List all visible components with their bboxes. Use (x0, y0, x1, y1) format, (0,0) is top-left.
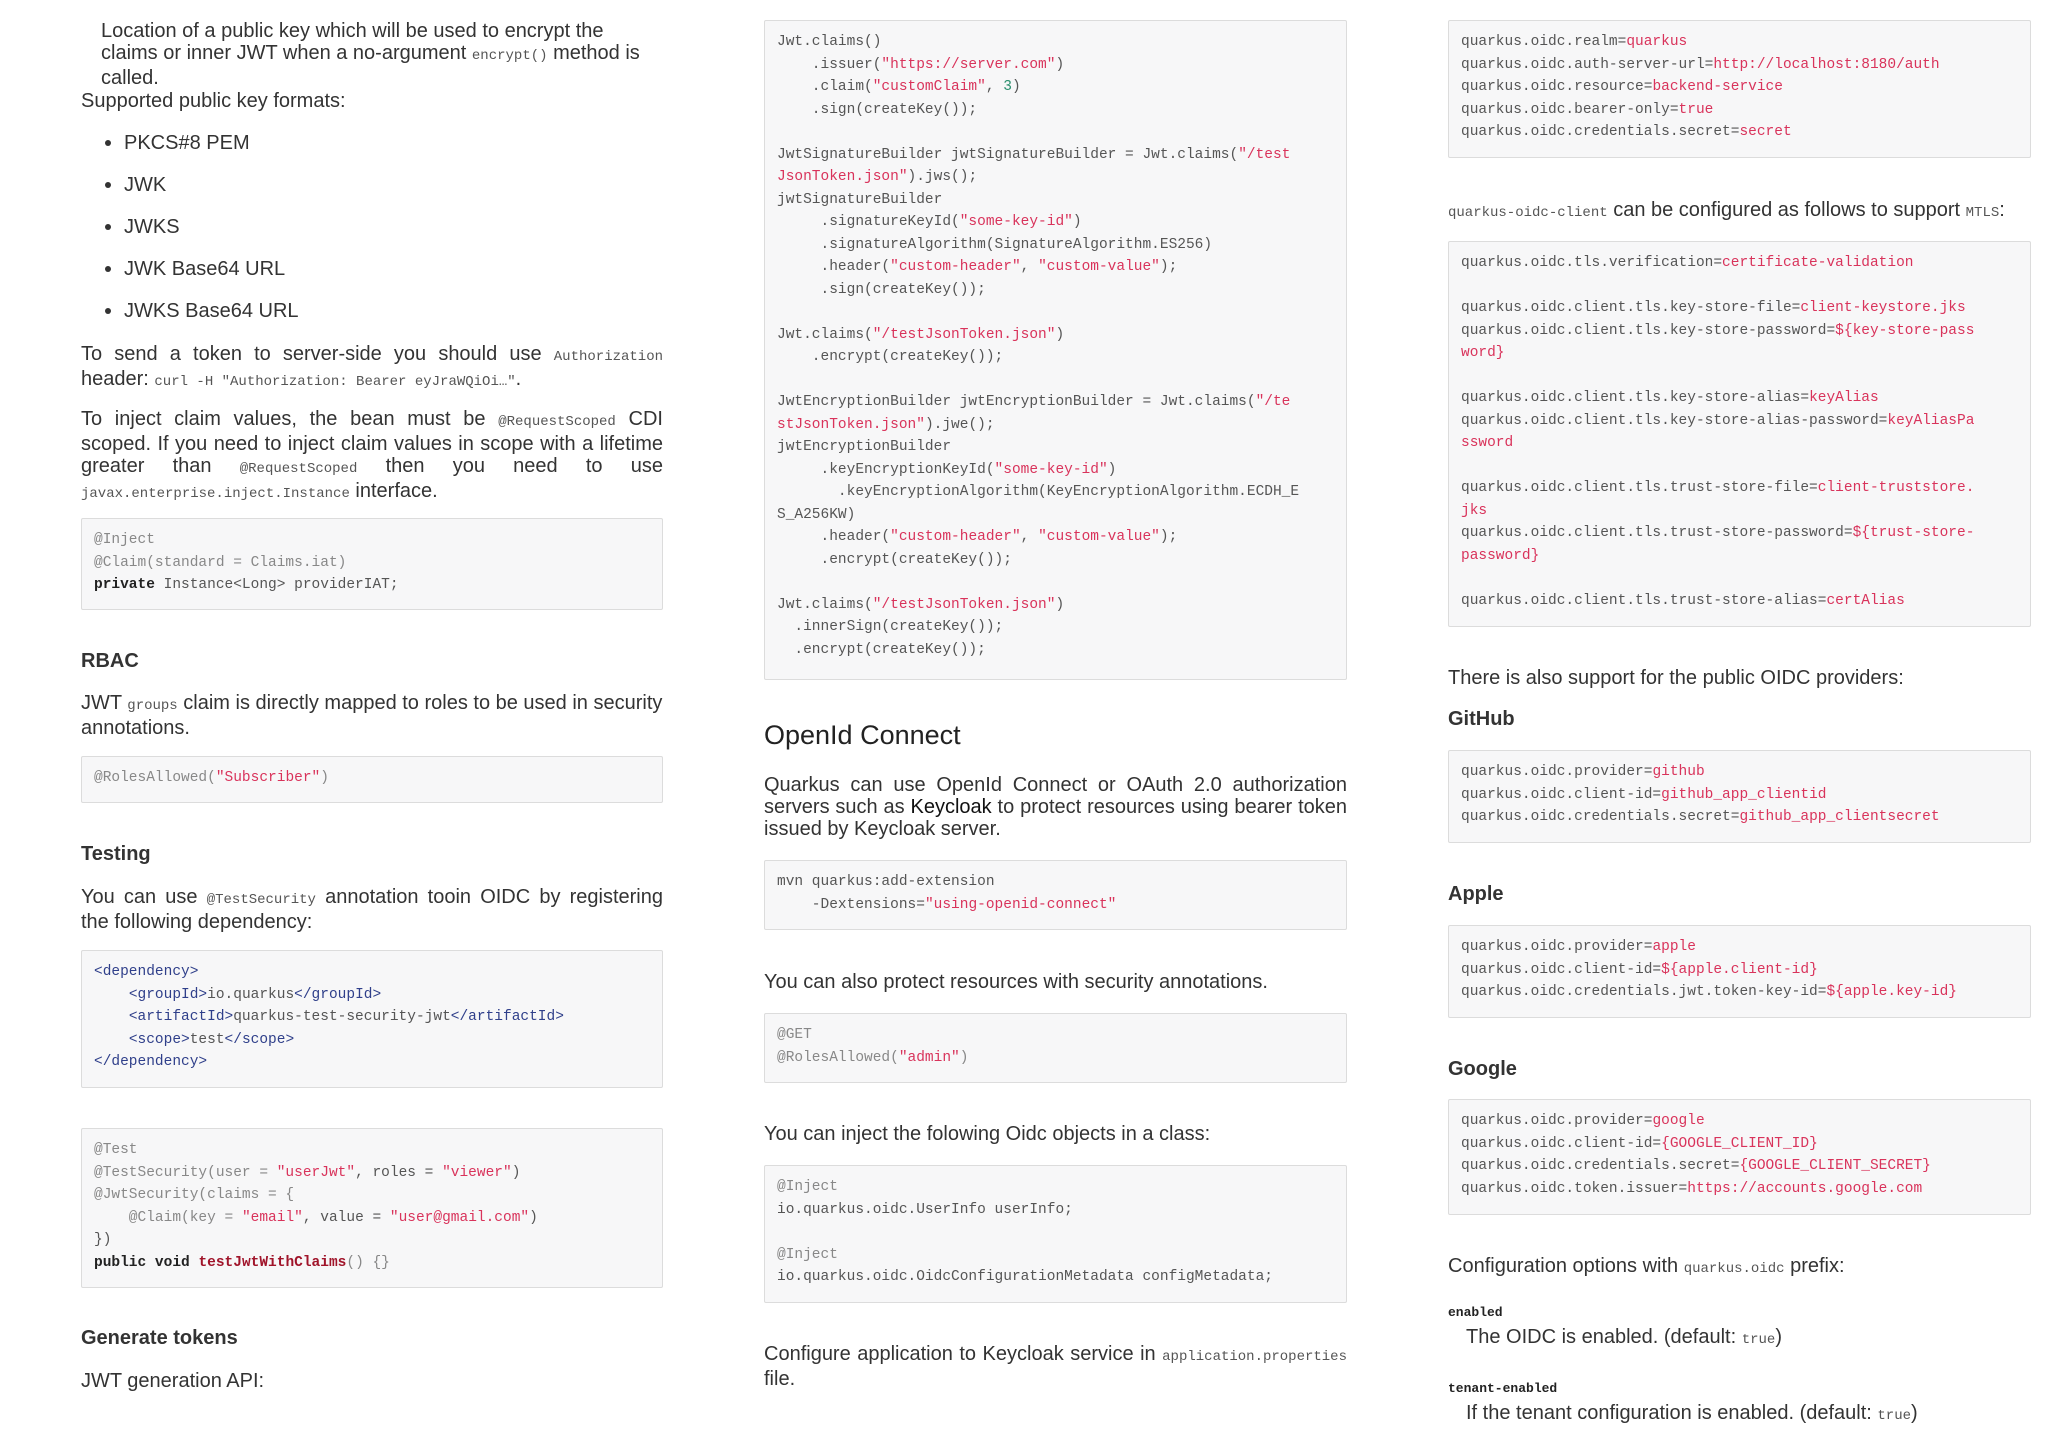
code-block-apple: quarkus.oidc.provider=apple quarkus.oidc.client-id=${apple.client-id} quarkus.oidc.credentials.jwt.token-key-id=${apple.key-id} (1448, 925, 2031, 1018)
configure-text: Configure application to Keycloak service in application.properties file. (764, 1343, 1347, 1390)
list-item: JWKS Base64 URL (81, 300, 663, 342)
option-tenant-enabled-desc: If the tenant configuration is enabled. (default: true) (1466, 1402, 1918, 1424)
formats-heading: Supported public key formats: (81, 90, 346, 112)
protect-resources-text: You can also protect resources with security annotations. (764, 971, 1268, 993)
keycloak-link[interactable]: Keycloak (910, 796, 992, 818)
code-block-mvn: mvn quarkus:add-extension -Dextensions="using-openid-connect" (764, 860, 1347, 930)
code-block-jwt-api: Jwt.claims() .issuer("https://server.com") .claim("customClaim", 3) .sign(createKey()); JwtSignatureBuilder jwtSignatureBuilder = Jwt.claims("/test JsonToken.json").jws(); jwtSignatureBuilder .signatureKeyId("some-key-id") .signatureAlgorithm(SignatureAlgorithm.ES256) .header("custom-header", "custom-value"); .sign(createKey()); Jwt.claims("/testJsonToken.json") .encrypt(createKey()); JwtEncryptionBuilder jwtEncryptionBuilder = Jwt.claims("/te stJsonToken.json").jwe(); jwtEncryptionBuilder .keyEncryptionKeyId("some-key-id") .keyEncryptionAlgorithm(KeyEncryptionAlgorithm.ECDH_E S_A256KW) .header("custom-header", "custom-value"); .encrypt(createKey()); Jwt.claims("/testJsonToken.json") .innerSign(createKey()); .encrypt(createKey()); (764, 20, 1347, 680)
code-block-tls: quarkus.oidc.tls.verification=certificate-validation quarkus.oidc.client.tls.key-store-file=client-keystore.jks quarkus.oidc.client.tls.key-store-password=${key-store-pass word} quarkus.oidc.client.tls.key-store-alias=keyAlias quarkus.oidc.client.tls.key-store-alias-password=keyAliasPa ssword quarkus.oidc.client.tls.trust-store-file=client-truststore. jks quarkus.oidc.client.tls.trust-store-password=${trust-store- password} quarkus.oidc.client.tls.trust-store-alias=certAlias (1448, 241, 2031, 627)
inject-claims-text: To inject claim values, the bean must be @RequestScoped CDI scoped. If you need to inject claim values in scope with a lifetime greater than @RequestScoped then you need to use javax.enterprise.inject.Instance interface. (81, 408, 664, 502)
openid-connect-text: Quarkus can use OpenId Connect or OAuth 2.0 authorization servers such as Keycloak to protect resources using bearer token issued by Keycloak server. (764, 774, 1347, 840)
code-block-test: @Test @TestSecurity(user = "userJwt", roles = "viewer") @JwtSecurity(claims = { @Claim(key = "email", value = "user@gmail.com") }) public void testJwtWithClaims() {} (81, 1128, 663, 1288)
code-block-dependency: <dependency> <groupId>io.quarkus</groupId> <artifactId>quarkus-test-security-jwt</artifactId> <scope>test</scope> </dependency> (81, 950, 663, 1088)
jwt-generation-text: JWT generation API: (81, 1370, 265, 1392)
apple-heading: Apple (1448, 883, 1504, 905)
code-block-inject: @Inject @Claim(standard = Claims.iat) private Instance<Long> providerIAT; (81, 518, 663, 610)
option-enabled-desc: The OIDC is enabled. (default: true) (1466, 1326, 1782, 1348)
list-item: JWK Base64 URL (81, 258, 663, 300)
inject-oidc-text: You can inject the folowing Oidc objects in a class: (764, 1123, 1211, 1145)
code-block-oidc-props: quarkus.oidc.realm=quarkus quarkus.oidc.auth-server-url=http://localhost:8180/auth quarkus.oidc.resource=backend-service quarkus.oidc.bearer-only=true quarkus.oidc.credentials.secret=secret (1448, 20, 2031, 158)
code-block-get: @GET @RolesAllowed("admin") (764, 1013, 1347, 1083)
mtls-text: quarkus-oidc-client can be configured as follows to support MTLS: (1448, 199, 2005, 221)
google-heading: Google (1448, 1058, 1517, 1080)
rbac-heading: RBAC (81, 650, 139, 672)
testing-text: You can use @TestSecurity annotation tooin OIDC by registering the following dependency: (81, 886, 663, 933)
code-block-github: quarkus.oidc.provider=github quarkus.oidc.client-id=github_app_clientid quarkus.oidc.credentials.secret=github_app_clientsecret (1448, 750, 2031, 843)
public-providers-text: There is also support for the public OIDC providers: (1448, 667, 1904, 689)
config-options-text: Configuration options with quarkus.oidc prefix: (1448, 1255, 1845, 1277)
list-item: JWK (81, 174, 663, 216)
option-tenant-enabled-name: tenant-enabled (1448, 1381, 1558, 1396)
testing-heading: Testing (81, 843, 151, 865)
generate-tokens-heading: Generate tokens (81, 1327, 238, 1349)
code-block-oidc-objects: @Inject io.quarkus.oidc.UserInfo userInfo; @Inject io.quarkus.oidc.OidcConfigurationMetadata configMetadata; (764, 1165, 1347, 1303)
formats-list (81, 132, 663, 342)
option-enabled-name: enabled (1448, 1305, 1503, 1320)
code-block-roles: @RolesAllowed("Subscriber") (81, 756, 663, 803)
list-item: PKCS#8 PEM (81, 132, 663, 174)
send-token-text: To send a token to server-side you should use Authorization header: curl -H "Authorization: Bearer eyJraWQiOi…". (81, 343, 663, 390)
rbac-text: JWT groups claim is directly mapped to roles to be used in security annotations. (81, 692, 663, 739)
github-heading: GitHub (1448, 708, 1515, 730)
code-block-google: quarkus.oidc.provider=google quarkus.oidc.client-id={GOOGLE_CLIENT_ID} quarkus.oidc.credentials.secret={GOOGLE_CLIENT_SECRET} quarkus.oidc.token.issuer=https://accounts.google.com (1448, 1099, 2031, 1215)
list-item: JWKS (81, 216, 663, 258)
openid-connect-heading: OpenId Connect (764, 720, 961, 750)
public-key-location-text: Location of a public key which will be used to encrypt the claims or inner JWT when a no-argument encrypt() method is called. (101, 20, 640, 89)
